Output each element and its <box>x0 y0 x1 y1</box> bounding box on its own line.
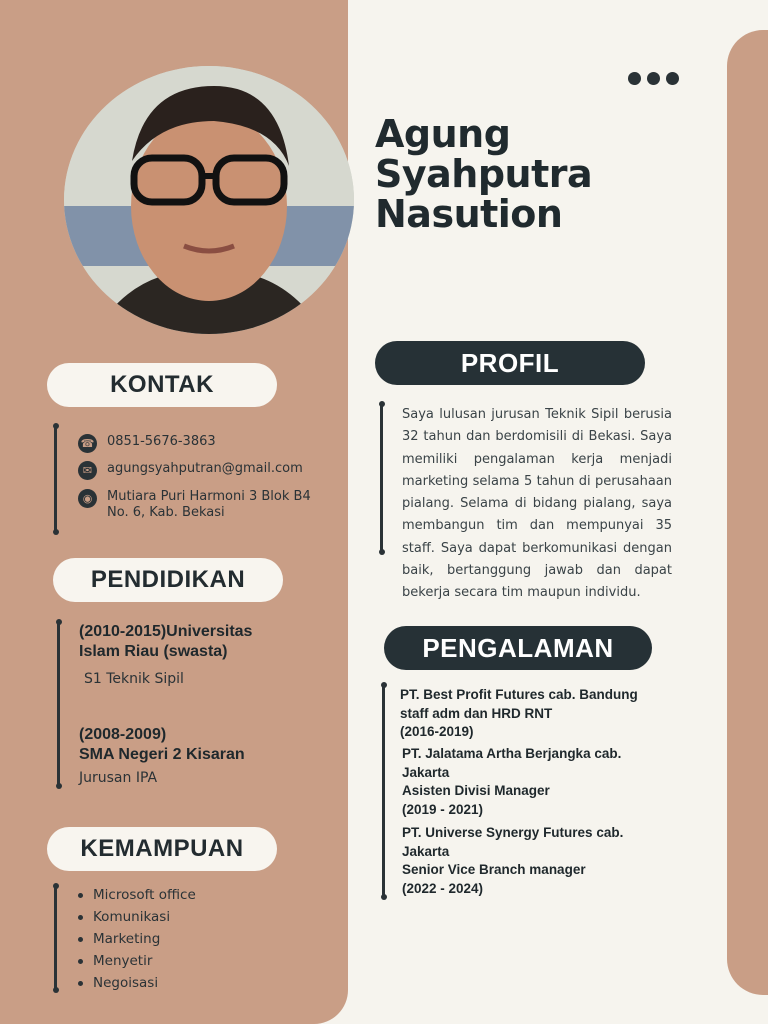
kontak-heading: KONTAK <box>47 363 277 407</box>
name-line-last: Nasution <box>375 192 563 236</box>
contact-email <box>78 461 303 480</box>
education-detail: Jurusan IPA <box>79 770 158 786</box>
kemampuan-heading: KEMAMPUAN <box>47 827 277 871</box>
name-line-middle: Syahputra <box>375 152 593 196</box>
list-item: Marketing <box>78 928 196 950</box>
pengalaman-heading: PENGALAMAN <box>384 626 652 670</box>
mail-icon: ✉ <box>78 461 97 480</box>
name-line-first: Agung <box>375 112 511 156</box>
phone-text: 0851-5676-3863 <box>107 434 216 449</box>
address-text: Mutiara Puri Harmoni 3 Blok B4 No. 6, Kab. Bekasi <box>107 489 311 520</box>
experience-item: PT. Jalatama Artha Berjangka cab. Jakarta Asisten Divisi Manager (2019 - 2021) <box>402 746 622 817</box>
phone-icon: ☎ <box>78 434 97 453</box>
profile-photo <box>64 66 354 334</box>
list-item: Negoisasi <box>78 972 196 994</box>
education-item-university <box>79 622 252 662</box>
profile-summary: Saya lulusan jurusan Teknik Sipil berusia 32 tahun dan berdomisili di Bekasi. Saya memiliki pengalaman kerja menjadi marketing selama 5 tahun di perusahaan pialang. Selama di bidang pialang, saya membangun tim dan mempunyai 35 staff. Saya dapat berkomunikasi dengan baik, bertanggung jawab dan dapat bekerja secara tim maupun individu. <box>402 407 672 601</box>
pendidikan-divider-line <box>57 622 60 786</box>
education-title-line: (2010-2015)Universitas <box>79 623 253 640</box>
email-text: agungsyahputran@gmail.com <box>107 461 303 476</box>
experience-item: PT. Universe Synergy Futures cab. Jakarta Senior Vice Branch manager (2022 - 2024) <box>402 825 624 896</box>
more-dots-icon[interactable] <box>628 72 679 85</box>
education-item-highschool <box>79 725 245 765</box>
pengalaman-divider-line <box>382 685 385 897</box>
education-title-line: (2008-2009) <box>79 726 167 743</box>
full-name <box>375 114 592 234</box>
experience-item: PT. Best Profit Futures cab. Bandung staff adm dan HRD RNT (2016-2019) <box>400 687 638 739</box>
education-title-line: Islam Riau (swasta) <box>79 643 228 660</box>
contact-phone <box>78 434 216 453</box>
pendidikan-heading: PENDIDIKAN <box>53 558 283 602</box>
kontak-divider-line <box>54 426 57 532</box>
location-pin-icon: ◉ <box>78 489 97 508</box>
profil-heading: PROFIL <box>375 341 645 385</box>
education-title-line: SMA Negeri 2 Kisaran <box>79 746 245 763</box>
skills-list <box>78 884 196 994</box>
list-item: Microsoft office <box>78 884 196 906</box>
contact-address <box>78 489 311 521</box>
education-detail: S1 Teknik Sipil <box>84 671 184 687</box>
right-accent-strip <box>727 30 768 995</box>
list-item: Komunikasi <box>78 906 196 928</box>
profil-divider-line <box>380 404 383 552</box>
list-item: Menyetir <box>78 950 196 972</box>
kemampuan-divider-line <box>54 886 57 990</box>
